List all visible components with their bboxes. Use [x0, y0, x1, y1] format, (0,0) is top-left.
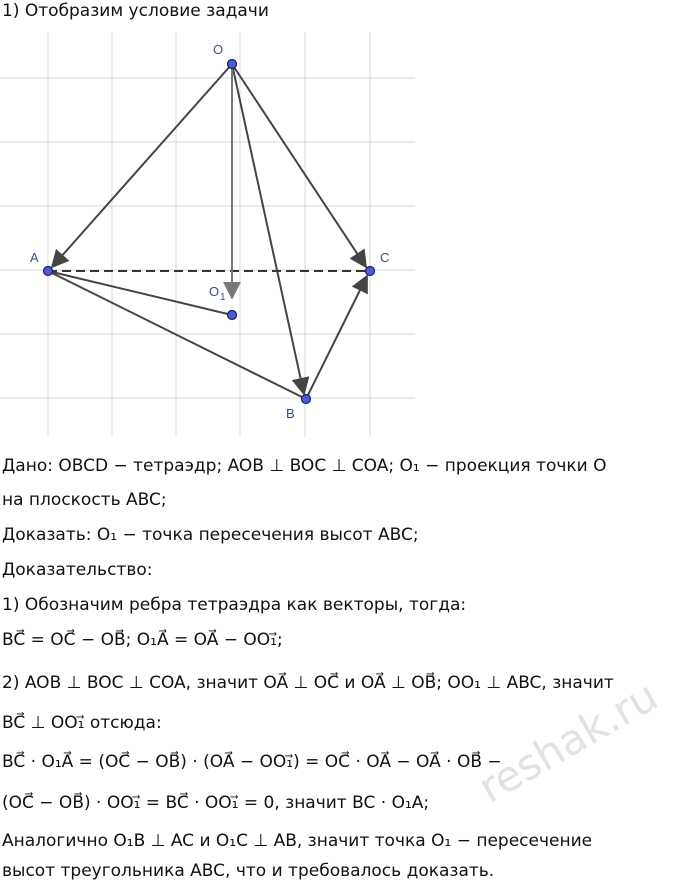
- edge-ab: [48, 271, 306, 399]
- proof-heading: Доказательство:: [2, 560, 153, 580]
- label-b: B: [286, 406, 295, 421]
- point-a: [44, 267, 53, 276]
- prove-line: Доказать: O₁ − точка пересечения высот ABC;: [2, 525, 419, 545]
- dot-product-line-1: BC⃗ · O₁A⃗ = (OC⃗ − OB⃗) · (OA⃗ − OO₁⃗) = OC⃗ · OA⃗ − OA⃗ · OB⃗ −: [2, 752, 502, 772]
- edges: [48, 64, 367, 399]
- given-line-2: на плоскость ABC;: [2, 490, 167, 510]
- tetrahedron-figure: [0, 0, 700, 440]
- dot-product-line-2: (OC⃗ − OB⃗) · OO₁⃗ = BC⃗ · OO₁⃗ = 0, значит BC · O₁A;: [2, 793, 430, 813]
- proof-step-2: 2) AOB ⊥ BOC ⊥ COA, значит OA⃗ ⊥ OC⃗ и OA⃗ ⊥ OB⃗; OO₁ ⊥ ABC, значит: [2, 673, 614, 693]
- vector-equations: BC⃗ = OC⃗ − OB⃗; O₁A⃗ = OA⃗ − OO₁⃗;: [2, 630, 283, 650]
- point-o: [228, 60, 237, 69]
- point-c: [366, 267, 375, 276]
- perpendicular-line: BC⃗ ⊥ OO₁⃗ отсюда:: [2, 713, 162, 733]
- vector-ob: [232, 64, 304, 394]
- conclusion-line-2: высот треугольника ABC, что и требовалось доказать.: [2, 861, 495, 881]
- proof-step-1: 1) Обозначим ребра тетраэдра как векторы, тогда:: [2, 595, 467, 615]
- label-c: C: [380, 250, 390, 265]
- point-b: [302, 395, 311, 404]
- vector-oc: [232, 64, 366, 267]
- vector-oa: [52, 64, 232, 267]
- label-o1-subscript: 1: [220, 292, 226, 303]
- point-o1: [228, 311, 237, 320]
- conclusion-line-1: Аналогично O₁B ⊥ AC и O₁C ⊥ AB, значит точка O₁ − пересечение: [2, 831, 593, 851]
- edge-a-o1: [48, 271, 232, 315]
- vector-bc: [306, 276, 367, 399]
- label-o1: O: [209, 284, 220, 299]
- page-heading: 1) Отобразим условие задачи: [2, 1, 269, 21]
- label-o: O: [213, 42, 224, 57]
- given-line: Дано: OBCD − тетраэдр; AOB ⊥ BOC ⊥ COA; O₁ − проекция точки O: [2, 456, 607, 476]
- label-a: A: [30, 250, 39, 265]
- watermark: reshak.ru: [470, 671, 666, 813]
